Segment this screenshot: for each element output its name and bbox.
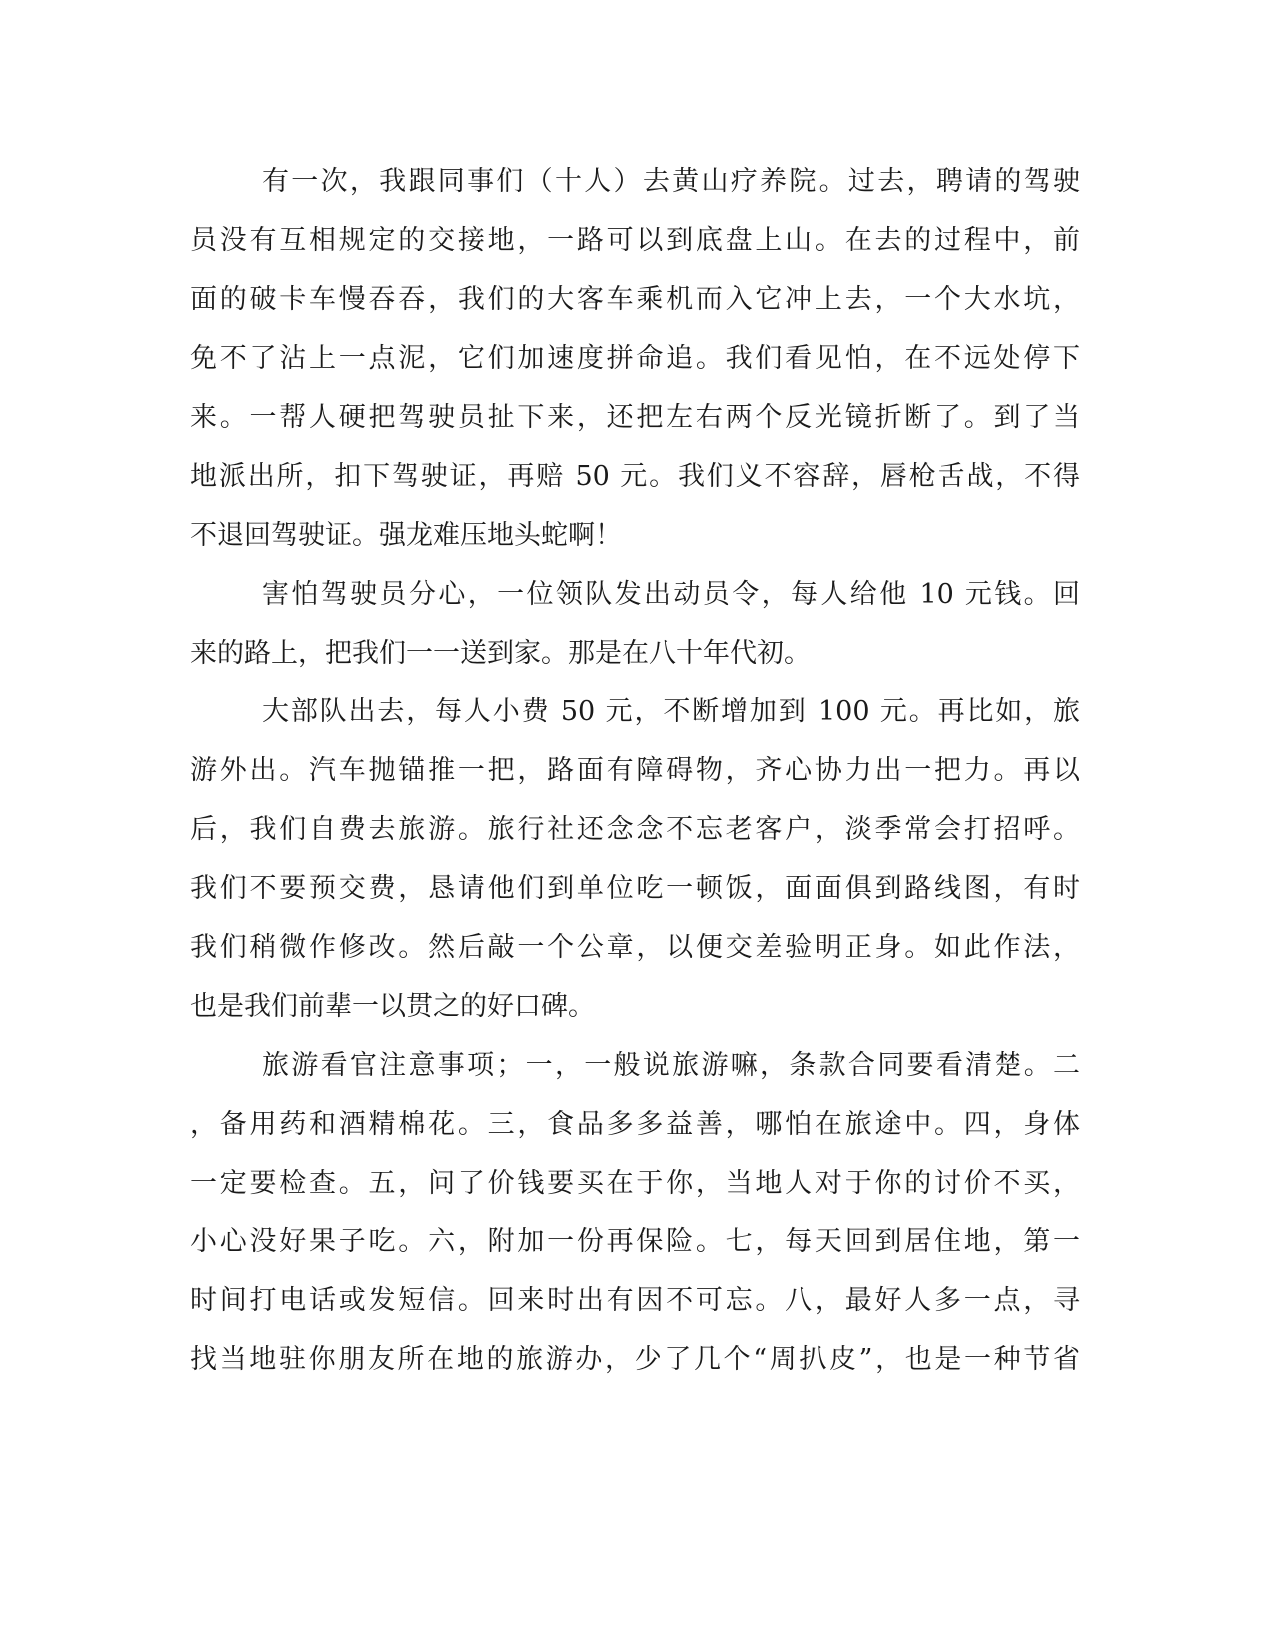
paragraph-2-line-2: 来的路上，把我们一一送到家。那是在八十年代初。 xyxy=(190,638,811,669)
paragraph-1-line-4: 免不了沾上一点泥，它们加速度拼命追。我们看见怕，在不远处停下 xyxy=(190,343,1080,374)
paragraph-3-line-2: 游外出。汽车抛锚推一把，路面有障碍物，齐心协力出一把力。再以 xyxy=(190,755,1080,786)
paragraph-4-line-2: ，备用药和酒精棉花。三，食品多多益善，哪怕在旅途中。四，身体 xyxy=(190,1109,1080,1140)
paragraph-1-line-6: 地派出所，扣下驾驶证，再赔 50 元。我们义不容辞，唇枪舌战，不得 xyxy=(190,461,1080,492)
paragraph-4-line-4: 小心没好果子吃。六，附加一份再保险。七，每天回到居住地，第一 xyxy=(190,1226,1080,1257)
paragraph-3-line-3: 后，我们自费去旅游。旅行社还念念不忘老客户，淡季常会打招呼。 xyxy=(190,814,1080,845)
paragraph-1-line-7: 不退回驾驶证。强龙难压地头蛇啊！ xyxy=(190,520,622,551)
paragraph-4-line-5: 时间打电话或发短信。回来时出有因不可忘。八，最好人多一点，寻 xyxy=(190,1285,1080,1316)
paragraph-3-line-6: 也是我们前辈一以贯之的好口碑。 xyxy=(190,991,595,1022)
paragraph-4-line-6: 找当地驻你朋友所在地的旅游办，少了几个“周扒皮”，也是一种节省 xyxy=(190,1344,1080,1375)
paragraph-1-line-5: 来。一帮人硬把驾驶员扯下来，还把左右两个反光镜折断了。到了当 xyxy=(190,402,1080,433)
paragraph-3-line-1: 大部队出去，每人小费 50 元，不断增加到 100 元。再比如，旅 xyxy=(262,696,1080,727)
paragraph-2-line-1: 害怕驾驶员分心，一位领队发出动员令，每人给他 10 元钱。回 xyxy=(262,579,1080,610)
paragraph-3-line-4: 我们不要预交费，恳请他们到单位吃一顿饭，面面俱到路线图，有时 xyxy=(190,873,1080,904)
paragraph-1-line-1: 有一次，我跟同事们（十人）去黄山疗养院。过去，聘请的驾驶 xyxy=(262,166,1080,197)
paragraph-4-line-1: 旅游看官注意事项；一，一般说旅游嘛，条款合同要看清楚。二 xyxy=(262,1050,1080,1081)
paragraph-4-line-3: 一定要检查。五，问了价钱要买在于你，当地人对于你的讨价不买， xyxy=(190,1168,1080,1199)
paragraph-1-line-2: 员没有互相规定的交接地，一路可以到底盘上山。在去的过程中，前 xyxy=(190,225,1080,256)
paragraph-1-line-3: 面的破卡车慢吞吞，我们的大客车乘机而入它冲上去，一个大水坑， xyxy=(190,284,1080,315)
paragraph-3-line-5: 我们稍微作修改。然后敲一个公章，以便交差验明正身。如此作法， xyxy=(190,932,1080,963)
